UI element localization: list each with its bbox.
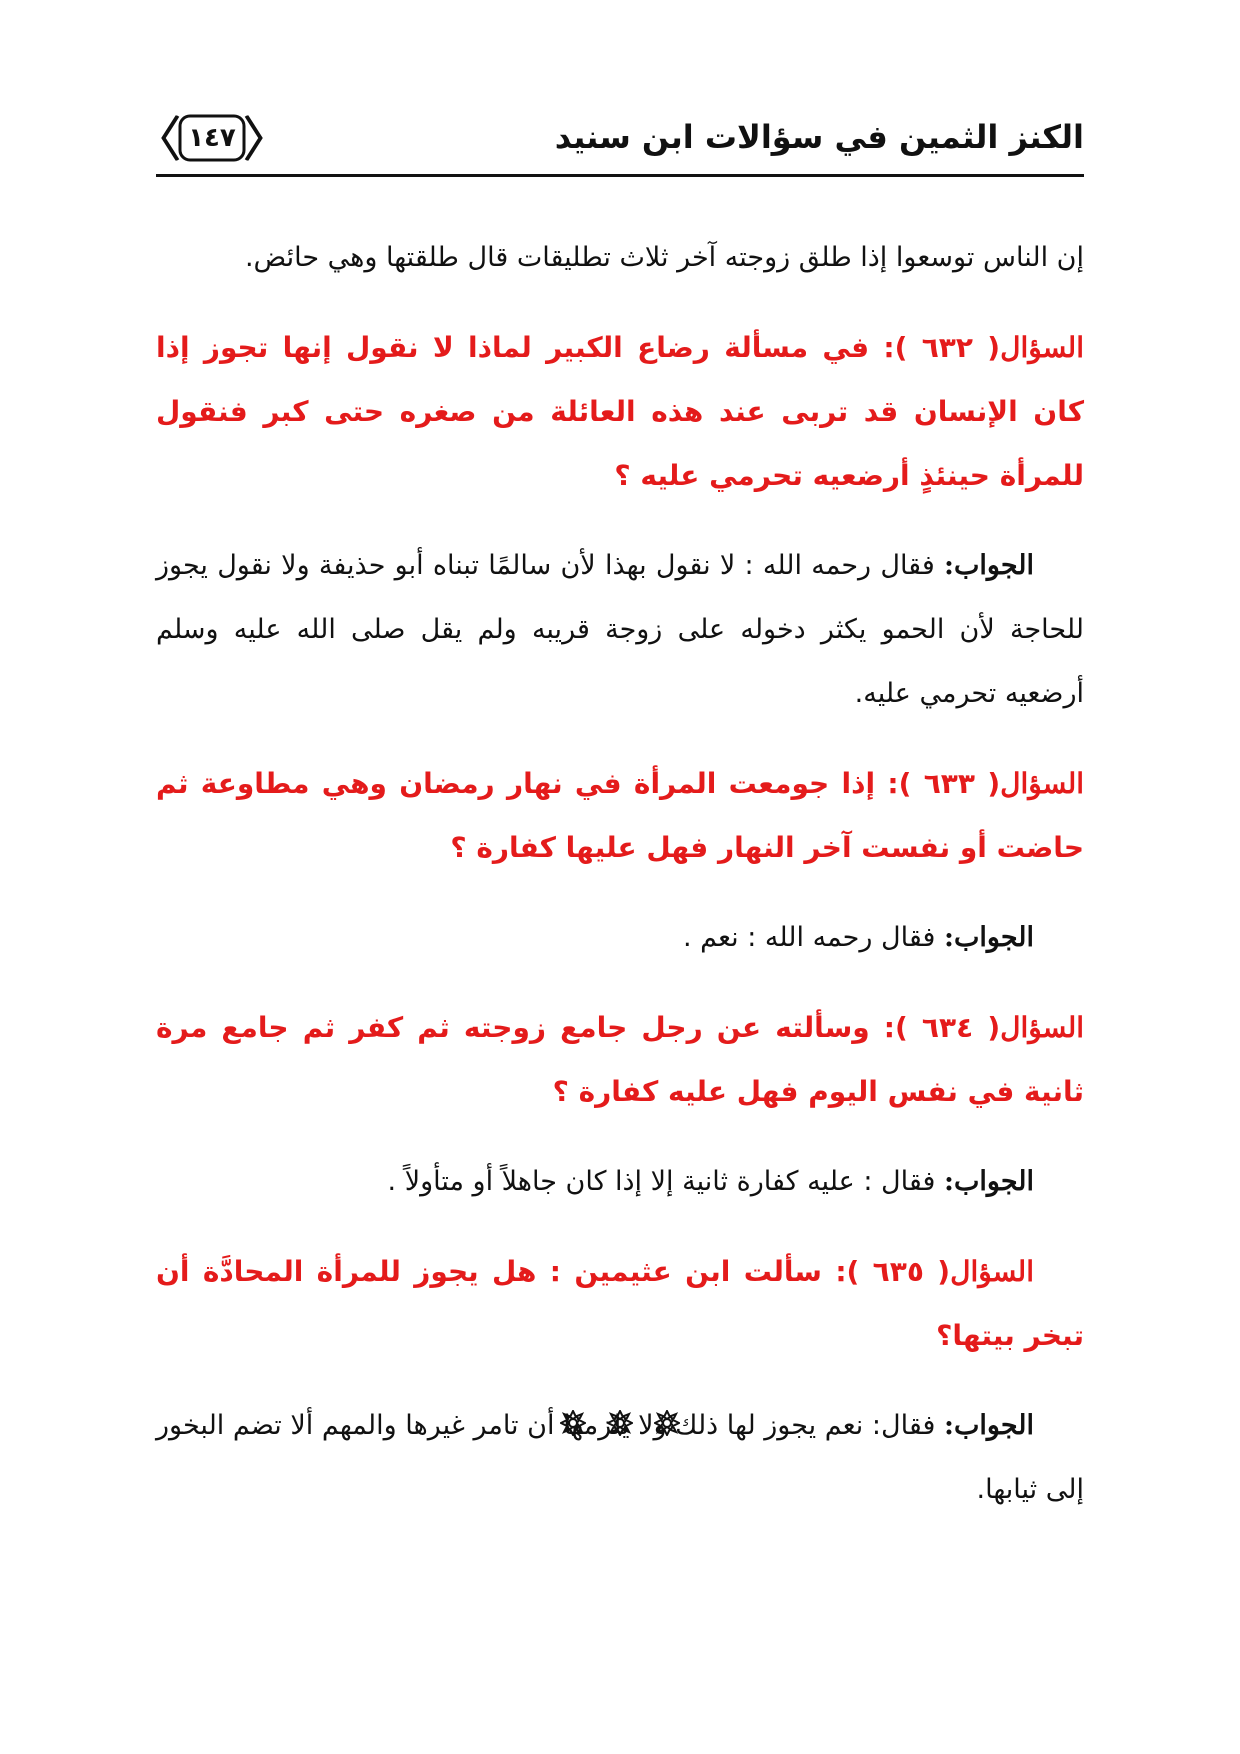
question-label: السؤال [1000,331,1084,364]
answer-634 [156,1150,1084,1214]
answer-text: فقال: نعم يجوز لها ذلك ولا يلزمها أن تامر غيرها والمهم ألا تضم البخور إلى ثيابها. [156,1410,1084,1505]
question-label: السؤال [1000,767,1085,800]
answer-text: فقال رحمه الله : نعم . [682,922,944,953]
page-number-frame [160,112,264,164]
answer-text: فقال : عليه كفارة ثانية إلا إذا كان جاهلاً أو متأولاً . [387,1166,944,1197]
question-text: : في مسألة رضاع الكبير لماذا لا نقول إنها تجوز إذا كان الإنسان قد تربى عند هذه العائلة من صغره حتى كبر فنقول للمرأة حينئذٍ أرضعيه تحرمي عليه ؟ [156,331,1084,492]
answer-632 [156,534,1084,726]
question-number: ( ٦٣٤ ) [894,1011,1001,1044]
book-title: الكنز الثمين في سؤالات ابن سنيد [554,118,1084,156]
section-ornaments [0,1410,1240,1440]
answer-label: الجواب: [944,922,1034,953]
page-number: ١٤٧ [188,123,236,153]
answer-label: الجواب: [944,550,1034,581]
question-label: السؤال [950,1255,1034,1288]
answer-label: الجواب: [944,1410,1034,1441]
answer-text: فقال رحمه الله : لا نقول بهذا لأن سالمًا تبناه أبو حذيفة ولا نقول يجوز للحاجة لأن الحمو يكثر دخوله على زوجة قريبه ولم يقل صلى الله عليه وسلم أرضعيه تحرمي عليه. [156,550,1084,709]
question-text: : وسألته عن رجل جامع زوجته ثم كفر ثم جامع مرة ثانية في نفس اليوم فهل عليه كفارة ؟ [156,1011,1084,1108]
question-text: : إذا جومعت المرأة في نهار رمضان وهي مطاوعة ثم حاضت أو نفست آخر النهار فهل عليها كفارة ؟ [156,767,1084,864]
question-label: السؤال [1000,1011,1085,1044]
floral-ornament-icon [654,1410,680,1440]
question-number: ( ٦٣٥ ) [846,1255,951,1288]
continuation-paragraph: إن الناس توسعوا إذا طلق زوجته آخر ثلاث تطليقات قال طلقتها وهي حائض. [244,242,1084,273]
question-632 [156,316,1084,508]
question-635 [156,1240,1084,1368]
answer-633 [156,906,1084,970]
page-content [156,226,1084,1548]
question-633 [156,752,1084,880]
answer-label: الجواب: [944,1166,1034,1197]
floral-ornament-icon [607,1410,633,1440]
question-634 [156,996,1084,1124]
floral-ornament-icon [560,1410,586,1440]
question-text: : سألت ابن عثيمين : هل يجوز للمرأة المحادَّة أن تبخر بيتها؟ [156,1255,1084,1352]
question-number: ( ٦٣٢ ) [894,331,1001,364]
header-rule [156,174,1084,177]
question-number: ( ٦٣٣ ) [898,767,1001,800]
